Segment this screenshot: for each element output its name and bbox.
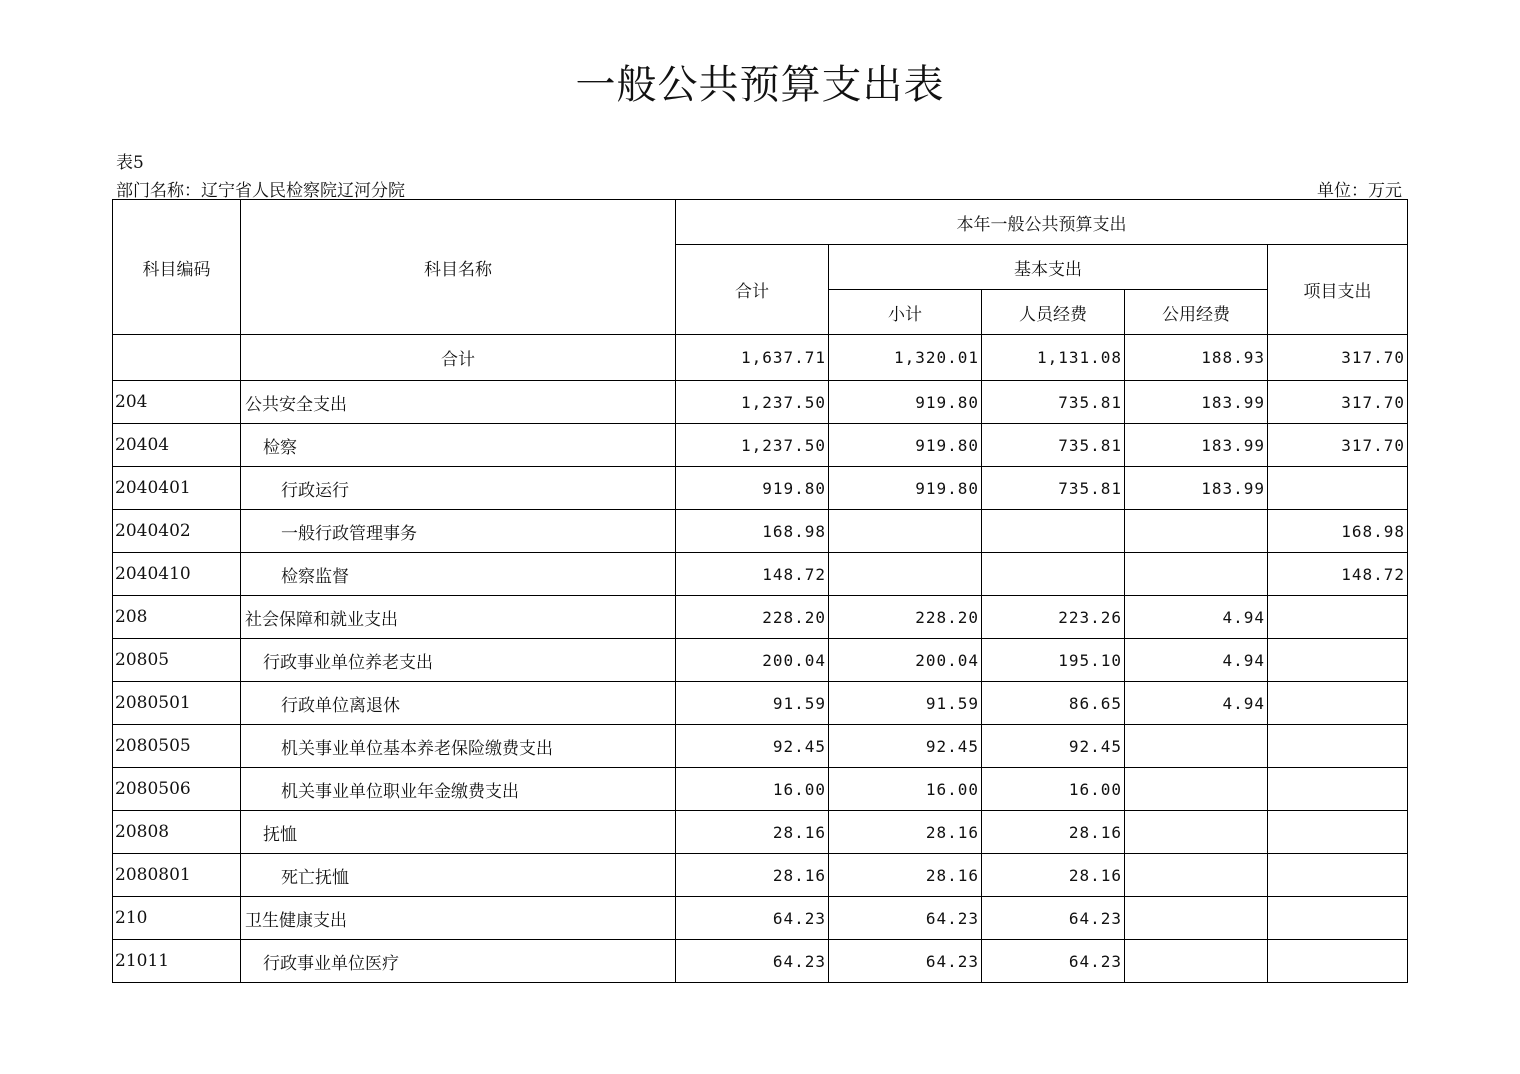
row-total: 1,237.50: [676, 381, 829, 424]
row-subtotal: [829, 553, 982, 596]
table-row: [113, 897, 1408, 940]
row-subtotal: 92.45: [829, 725, 982, 768]
row-personnel: [982, 510, 1125, 553]
row-subtotal: 919.80: [829, 467, 982, 510]
header-name: 科目名称: [241, 200, 676, 335]
row-public: [1125, 510, 1268, 553]
row-personnel: 92.45: [982, 725, 1125, 768]
row-total: 64.23: [676, 940, 829, 983]
row-total: 28.16: [676, 811, 829, 854]
row-personnel: 735.81: [982, 424, 1125, 467]
row-code: 2040410: [113, 553, 241, 596]
table-row: [113, 553, 1408, 596]
row-name: 卫生健康支出: [241, 897, 676, 940]
table-row: [113, 940, 1408, 983]
row-subtotal: [829, 510, 982, 553]
table-row: [113, 596, 1408, 639]
header-subtotal: 小计: [829, 290, 982, 335]
row-total: 91.59: [676, 682, 829, 725]
table-row: [113, 467, 1408, 510]
row-public: [1125, 854, 1268, 897]
row-name: 社会保障和就业支出: [241, 596, 676, 639]
row-public: [1125, 940, 1268, 983]
row-project: [1268, 897, 1408, 940]
row-total: 16.00: [676, 768, 829, 811]
row-personnel: 223.26: [982, 596, 1125, 639]
row-total: 919.80: [676, 467, 829, 510]
row-public: [1125, 768, 1268, 811]
total-name: 合计: [241, 335, 676, 381]
row-project: 168.98: [1268, 510, 1408, 553]
row-name: 机关事业单位职业年金缴费支出: [241, 768, 676, 811]
total-personnel: 1,131.08: [982, 335, 1125, 381]
budget-table: [112, 199, 1408, 983]
row-project: [1268, 811, 1408, 854]
row-project: [1268, 940, 1408, 983]
table-row: [113, 682, 1408, 725]
table-row: [113, 510, 1408, 553]
row-personnel: 195.10: [982, 639, 1125, 682]
row-personnel: 16.00: [982, 768, 1125, 811]
row-project: [1268, 682, 1408, 725]
row-code: 2080501: [113, 682, 241, 725]
total-public: 188.93: [1125, 335, 1268, 381]
row-total: 200.04: [676, 639, 829, 682]
row-name: 一般行政管理事务: [241, 510, 676, 553]
page-title: 一般公共预算支出表: [575, 62, 945, 108]
header-public: 公用经费: [1125, 290, 1268, 335]
row-subtotal: 919.80: [829, 381, 982, 424]
row-name: 死亡抚恤: [241, 854, 676, 897]
row-public: 4.94: [1125, 596, 1268, 639]
table-row: [113, 854, 1408, 897]
row-subtotal: 200.04: [829, 639, 982, 682]
row-public: [1125, 725, 1268, 768]
row-code: 20404: [113, 424, 241, 467]
header-group: 本年一般公共预算支出: [676, 200, 1408, 245]
row-total: 28.16: [676, 854, 829, 897]
department-name: 部门名称：辽宁省人民检察院辽河分院: [116, 181, 405, 201]
row-total: 64.23: [676, 897, 829, 940]
row-personnel: 86.65: [982, 682, 1125, 725]
row-project: [1268, 854, 1408, 897]
row-name: 行政运行: [241, 467, 676, 510]
row-project: [1268, 596, 1408, 639]
table-row: [113, 639, 1408, 682]
row-name: 公共安全支出: [241, 381, 676, 424]
row-subtotal: 91.59: [829, 682, 982, 725]
row-public: [1125, 553, 1268, 596]
row-subtotal: 28.16: [829, 854, 982, 897]
row-personnel: 64.23: [982, 897, 1125, 940]
row-subtotal: 64.23: [829, 940, 982, 983]
row-project: 317.70: [1268, 381, 1408, 424]
row-code: 2080505: [113, 725, 241, 768]
row-name: 检察监督: [241, 553, 676, 596]
row-total: 1,237.50: [676, 424, 829, 467]
row-project: [1268, 639, 1408, 682]
total-total: 1,637.71: [676, 335, 829, 381]
header-total: 合计: [676, 245, 829, 335]
total-code: [113, 335, 241, 381]
row-project: [1268, 725, 1408, 768]
row-subtotal: 228.20: [829, 596, 982, 639]
row-subtotal: 64.23: [829, 897, 982, 940]
table-number: 表5: [116, 153, 144, 173]
row-personnel: 735.81: [982, 381, 1125, 424]
table-row: [113, 811, 1408, 854]
row-public: 183.99: [1125, 381, 1268, 424]
row-project: 148.72: [1268, 553, 1408, 596]
header-basic: 基本支出: [829, 245, 1268, 290]
row-public: 183.99: [1125, 467, 1268, 510]
table-row: [113, 381, 1408, 424]
row-personnel: 735.81: [982, 467, 1125, 510]
row-public: 183.99: [1125, 424, 1268, 467]
row-code: 210: [113, 897, 241, 940]
row-personnel: 64.23: [982, 940, 1125, 983]
header-code: 科目编码: [113, 200, 241, 335]
row-public: 4.94: [1125, 682, 1268, 725]
row-personnel: [982, 553, 1125, 596]
row-total: 92.45: [676, 725, 829, 768]
unit-label: 单位：万元: [1317, 181, 1402, 201]
row-code: 21011: [113, 940, 241, 983]
row-personnel: 28.16: [982, 854, 1125, 897]
row-name: 行政单位离退休: [241, 682, 676, 725]
table-row: [113, 424, 1408, 467]
row-code: 20805: [113, 639, 241, 682]
row-subtotal: 16.00: [829, 768, 982, 811]
table-row: [113, 768, 1408, 811]
row-name: 抚恤: [241, 811, 676, 854]
row-project: 317.70: [1268, 424, 1408, 467]
row-total: 228.20: [676, 596, 829, 639]
row-public: [1125, 811, 1268, 854]
row-name: 机关事业单位基本养老保险缴费支出: [241, 725, 676, 768]
row-name: 检察: [241, 424, 676, 467]
row-public: 4.94: [1125, 639, 1268, 682]
row-name: 行政事业单位医疗: [241, 940, 676, 983]
row-project: [1268, 768, 1408, 811]
row-code: 2080506: [113, 768, 241, 811]
row-code: 208: [113, 596, 241, 639]
total-subtotal: 1,320.01: [829, 335, 982, 381]
row-total: 148.72: [676, 553, 829, 596]
row-code: 2040402: [113, 510, 241, 553]
row-project: [1268, 467, 1408, 510]
header-row-1: [113, 200, 1408, 245]
total-project: 317.70: [1268, 335, 1408, 381]
row-code: 2040401: [113, 467, 241, 510]
header-personnel: 人员经费: [982, 290, 1125, 335]
row-code: 2080801: [113, 854, 241, 897]
row-subtotal: 28.16: [829, 811, 982, 854]
row-total: 168.98: [676, 510, 829, 553]
row-name: 行政事业单位养老支出: [241, 639, 676, 682]
row-code: 204: [113, 381, 241, 424]
row-subtotal: 919.80: [829, 424, 982, 467]
total-row: [113, 335, 1408, 381]
row-public: [1125, 897, 1268, 940]
row-code: 20808: [113, 811, 241, 854]
row-personnel: 28.16: [982, 811, 1125, 854]
header-project: 项目支出: [1268, 245, 1408, 335]
table-row: [113, 725, 1408, 768]
